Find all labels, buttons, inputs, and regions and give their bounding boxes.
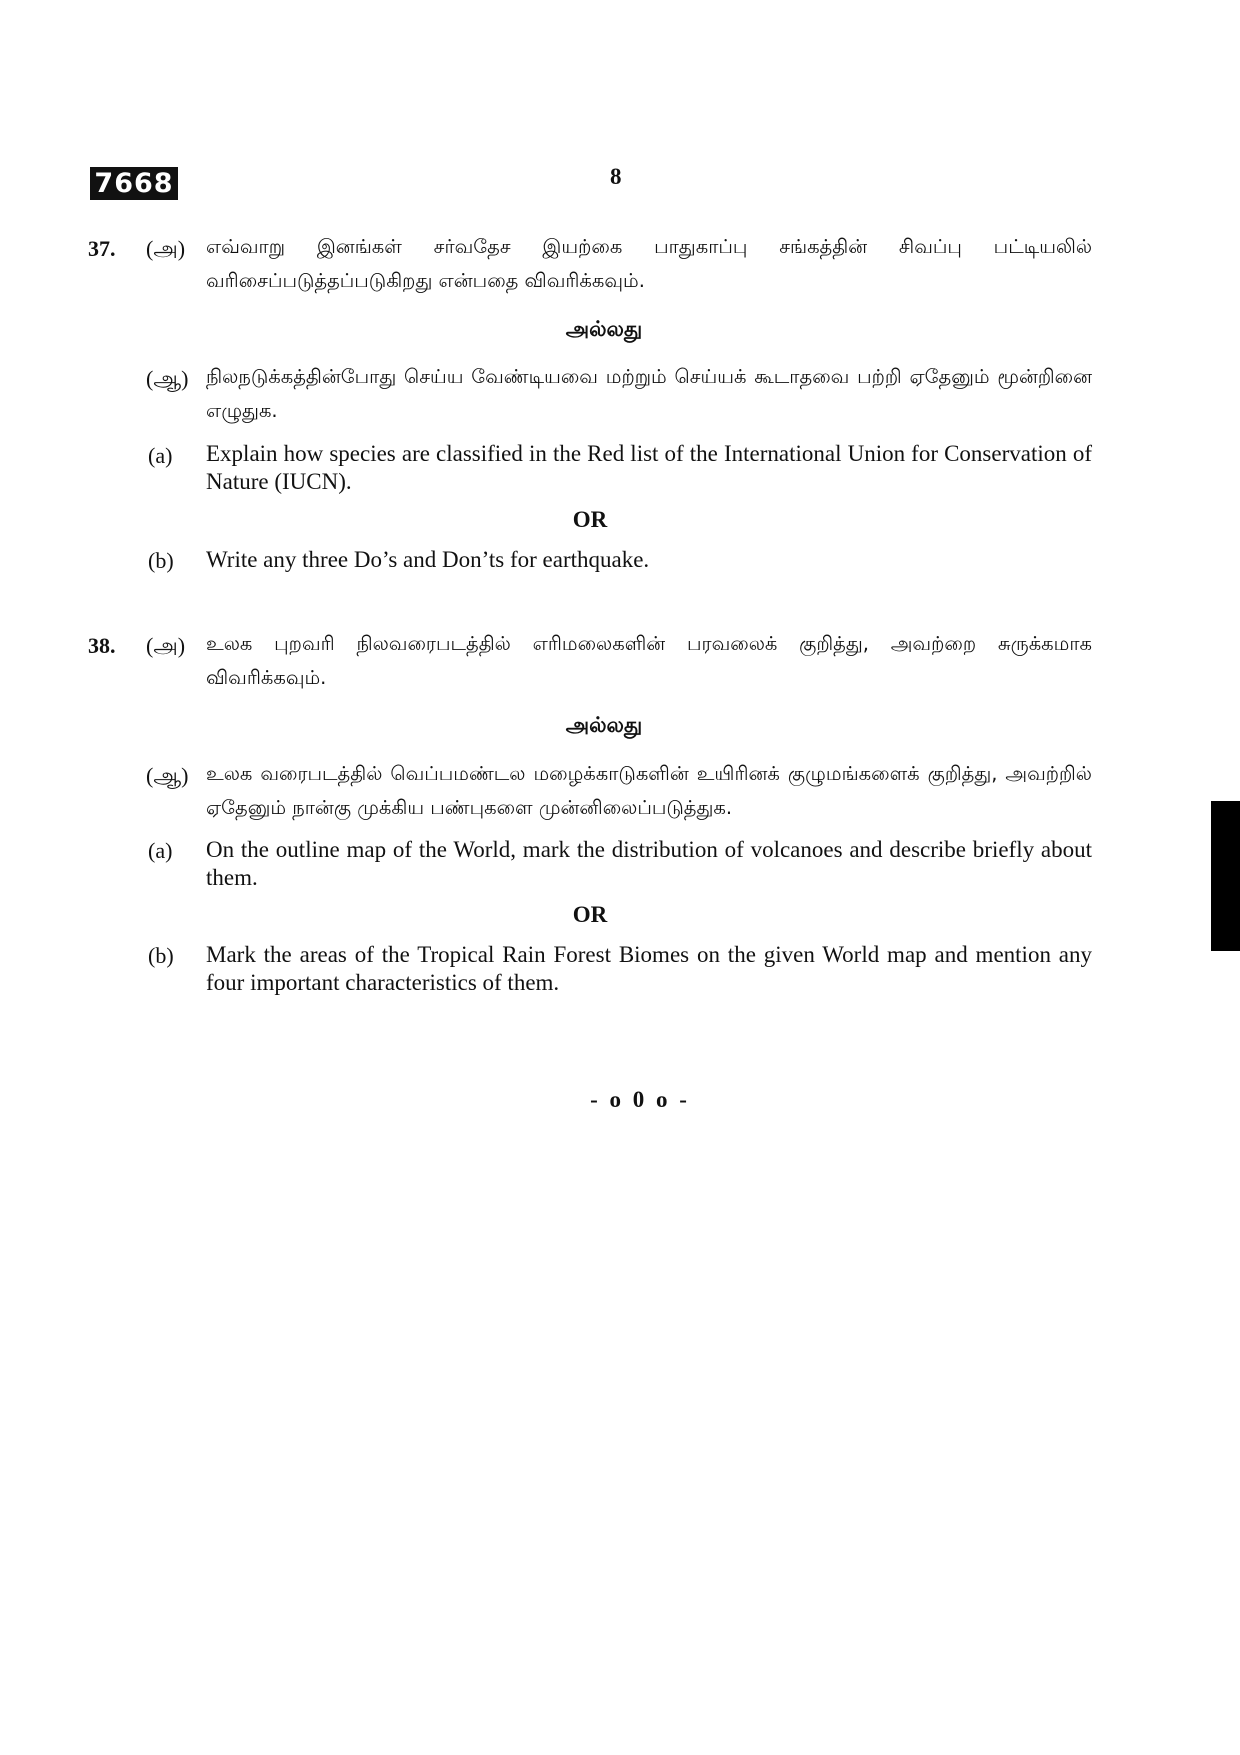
english-a-label: (a) bbox=[148, 443, 173, 468]
or-tamil: அல்லது bbox=[565, 317, 643, 341]
end-of-paper-mark: - o 0 o - bbox=[590, 1087, 690, 1112]
english-part-a: Explain how species are classified in the Red list of the International Union for Conservation of Nature (IUCN). bbox=[206, 441, 1092, 494]
page-edge-tab bbox=[1211, 801, 1240, 951]
question-number: 38. bbox=[88, 633, 116, 658]
english-b-label: (b) bbox=[148, 548, 174, 573]
tamil-a-label: (அ) bbox=[146, 633, 186, 658]
page-number: 8 bbox=[610, 164, 622, 189]
or-tamil: அல்லது bbox=[565, 713, 643, 737]
question-number: 37. bbox=[88, 236, 116, 261]
paper-code-badge: 7668 bbox=[90, 167, 178, 200]
tamil-part-b: நிலநடுக்கத்தின்போது செய்ய வேண்டியவை மற்றும் செய்யக் கூடாதவை பற்றி ஏதேனும் மூன்றினை எழுதுக. bbox=[206, 365, 1092, 422]
english-part-b: Write any three Do’s and Don’ts for earthquake. bbox=[206, 547, 650, 572]
tamil-b-label: (ஆ) bbox=[146, 763, 189, 788]
or-english: OR bbox=[572, 902, 608, 927]
tamil-part-b: உலக வரைபடத்தில் வெப்பமண்டல மழைக்காடுகளின் உயிரினக் குழுமங்களைக் குறித்து, அவற்றில் ஏதேனும் நான்கு முக்கிய பண்புகளை முன்னிலைப்படுத்துக. bbox=[206, 762, 1092, 819]
tamil-a-label: (அ) bbox=[146, 236, 186, 261]
english-part-a: On the outline map of the World, mark the distribution of volcanoes and describe briefly about them. bbox=[206, 837, 1092, 890]
english-part-b: Mark the areas of the Tropical Rain Forest Biomes on the given World map and mention any four important characteristics of them. bbox=[206, 942, 1092, 995]
tamil-b-label: (ஆ) bbox=[146, 366, 189, 391]
english-b-label: (b) bbox=[148, 943, 174, 968]
or-english: OR bbox=[572, 507, 608, 532]
tamil-part-a: எவ்வாறு இனங்கள் சர்வதேச இயற்கை பாதுகாப்பு சங்கத்தின் சிவப்பு பட்டியலில் வரிசைப்படுத்தப்படுகிறது என்பதை விவரிக்கவும். bbox=[206, 235, 1092, 292]
english-a-label: (a) bbox=[148, 838, 173, 863]
tamil-part-a: உலக புறவரி நிலவரைபடத்தில் எரிமலைகளின் பரவலைக் குறித்து, அவற்றை சுருக்கமாக விவரிக்கவும். bbox=[206, 632, 1092, 689]
